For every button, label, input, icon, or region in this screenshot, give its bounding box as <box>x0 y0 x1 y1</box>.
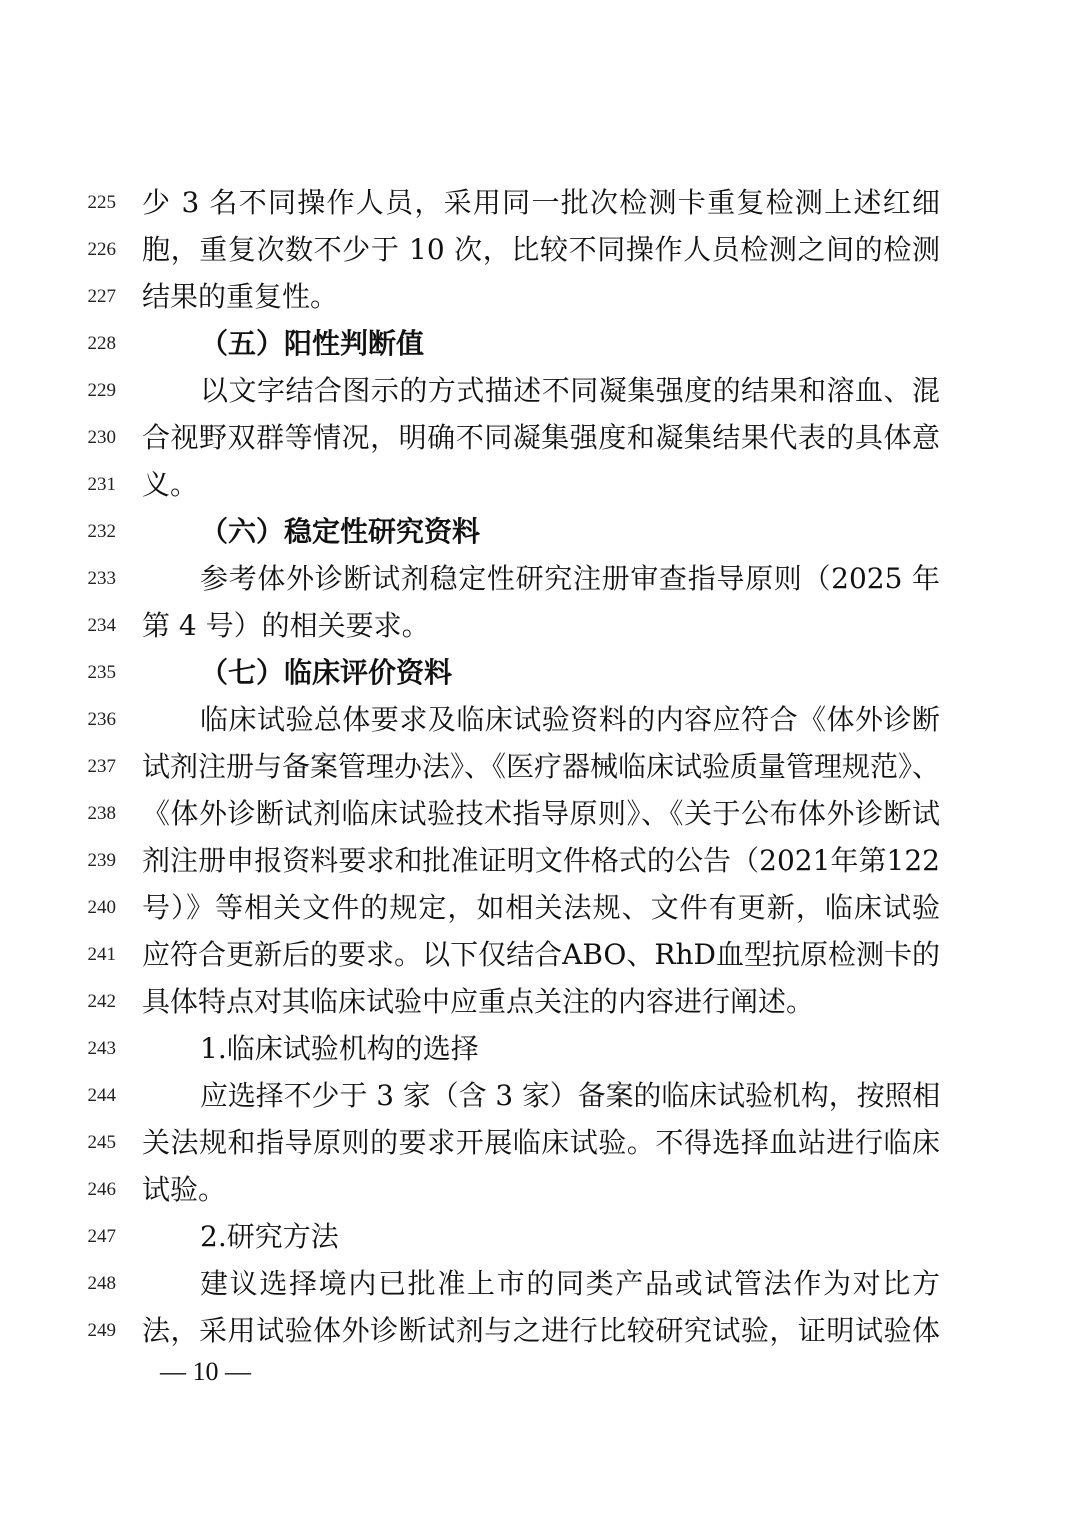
document-line <box>0 178 1080 228</box>
line-number: 237 <box>87 756 116 777</box>
line-number: 234 <box>87 615 116 636</box>
document-line <box>0 413 1080 463</box>
line-number: 245 <box>87 1132 116 1153</box>
document-line <box>0 507 1080 557</box>
paragraph-line: 关法规和指导原则的要求开展临床试验。不得选择血站进行临床 <box>142 1126 940 1159</box>
paragraph-first-line: 以文字结合图示的方式描述不同凝集强度的结果和溶血、混 <box>200 374 940 407</box>
line-number: 246 <box>87 1179 116 1200</box>
document-line <box>0 789 1080 839</box>
document-line <box>0 225 1080 275</box>
section-heading: （六）稳定性研究资料 <box>200 515 481 548</box>
line-number: 239 <box>87 850 116 871</box>
line-number: 228 <box>87 333 116 354</box>
document-line <box>0 883 1080 933</box>
paragraph-first-line: 临床试验总体要求及临床试验资料的内容应符合《体外诊断 <box>200 703 940 736</box>
line-number: 229 <box>87 380 116 401</box>
line-number: 235 <box>87 662 116 683</box>
paragraph-last-line: 结果的重复性。 <box>142 280 339 313</box>
document-line <box>0 1212 1080 1262</box>
document-line <box>0 1259 1080 1309</box>
document-line <box>0 1071 1080 1121</box>
paragraph-last-line: 义。 <box>142 468 199 501</box>
line-number: 226 <box>87 239 116 260</box>
line-number: 241 <box>87 944 116 965</box>
document-line <box>0 930 1080 980</box>
document-line <box>0 742 1080 792</box>
paragraph-first-line: 建议选择境内已批准上市的同类产品或试管法作为对比方 <box>200 1267 940 1300</box>
document-line <box>0 1306 1080 1356</box>
section-heading: （五）阳性判断值 <box>200 327 425 360</box>
paragraph-last-line: 具体特点对其临床试验中应重点关注的内容进行阐述。 <box>142 985 815 1018</box>
document-line <box>0 836 1080 886</box>
document-line <box>0 1165 1080 1215</box>
paragraph-line: 合视野双群等情况，明确不同凝集强度和凝集结果代表的具体意 <box>142 421 940 454</box>
line-number: 243 <box>87 1038 116 1059</box>
line-number: 248 <box>87 1273 116 1294</box>
document-line <box>0 272 1080 322</box>
document-line <box>0 1024 1080 1074</box>
page-number: — 10 — <box>160 1357 251 1386</box>
paragraph-line: 剂注册申报资料要求和批准证明文件格式的公告（2021年第122 <box>142 844 940 877</box>
paragraph-last-line: 第 4 号）的相关要求。 <box>142 609 430 642</box>
document-line <box>0 1118 1080 1168</box>
paragraph-first-line: 应选择不少于 3 家（含 3 家）备案的临床试验机构，按照相 <box>200 1079 941 1112</box>
line-number: 247 <box>87 1226 116 1247</box>
paragraph-line: 法，采用试验体外诊断试剂与之进行比较研究试验，证明试验体 <box>142 1314 940 1347</box>
subsection-heading: 1.临床试验机构的选择 <box>200 1032 479 1065</box>
line-number: 227 <box>87 286 116 307</box>
document-line <box>0 648 1080 698</box>
line-number: 238 <box>87 803 116 824</box>
line-number: 230 <box>87 427 116 448</box>
line-number: 249 <box>87 1320 116 1341</box>
document-line <box>0 695 1080 745</box>
line-number: 242 <box>87 991 116 1012</box>
document-line <box>0 319 1080 369</box>
line-number: 232 <box>87 521 116 542</box>
paragraph-line: 少 3 名不同操作人员，采用同一批次检测卡重复检测上述红细 <box>142 186 940 219</box>
paragraph-line: 号）》等相关文件的规定，如相关法规、文件有更新，临床试验 <box>142 891 940 924</box>
paragraph-line: 应符合更新后的要求。以下仅结合ABO、RhD血型抗原检测卡的 <box>142 938 940 971</box>
document-line <box>0 601 1080 651</box>
subsection-heading: 2.研究方法 <box>200 1220 339 1253</box>
document-line <box>0 554 1080 604</box>
line-number: 244 <box>87 1085 116 1106</box>
line-number: 236 <box>87 709 116 730</box>
document-line <box>0 977 1080 1027</box>
section-heading: （七）临床评价资料 <box>200 656 453 689</box>
paragraph-line: 胞，重复次数不少于 10 次，比较不同操作人员检测之间的检测 <box>142 233 940 266</box>
line-number: 240 <box>87 897 116 918</box>
document-line <box>0 366 1080 416</box>
line-number: 225 <box>87 192 116 213</box>
document-line <box>0 460 1080 510</box>
line-number: 233 <box>87 568 116 589</box>
paragraph-last-line: 试验。 <box>142 1173 227 1206</box>
paragraph-first-line: 参考体外诊断试剂稳定性研究注册审查指导原则（2025 年 <box>200 562 940 595</box>
paragraph-line: 《体外诊断试剂临床试验技术指导原则》、《关于公布体外诊断试 <box>142 797 940 830</box>
paragraph-line: 试剂注册与备案管理办法》、《医疗器械临床试验质量管理规范》、 <box>142 750 941 783</box>
line-number: 231 <box>87 474 116 495</box>
